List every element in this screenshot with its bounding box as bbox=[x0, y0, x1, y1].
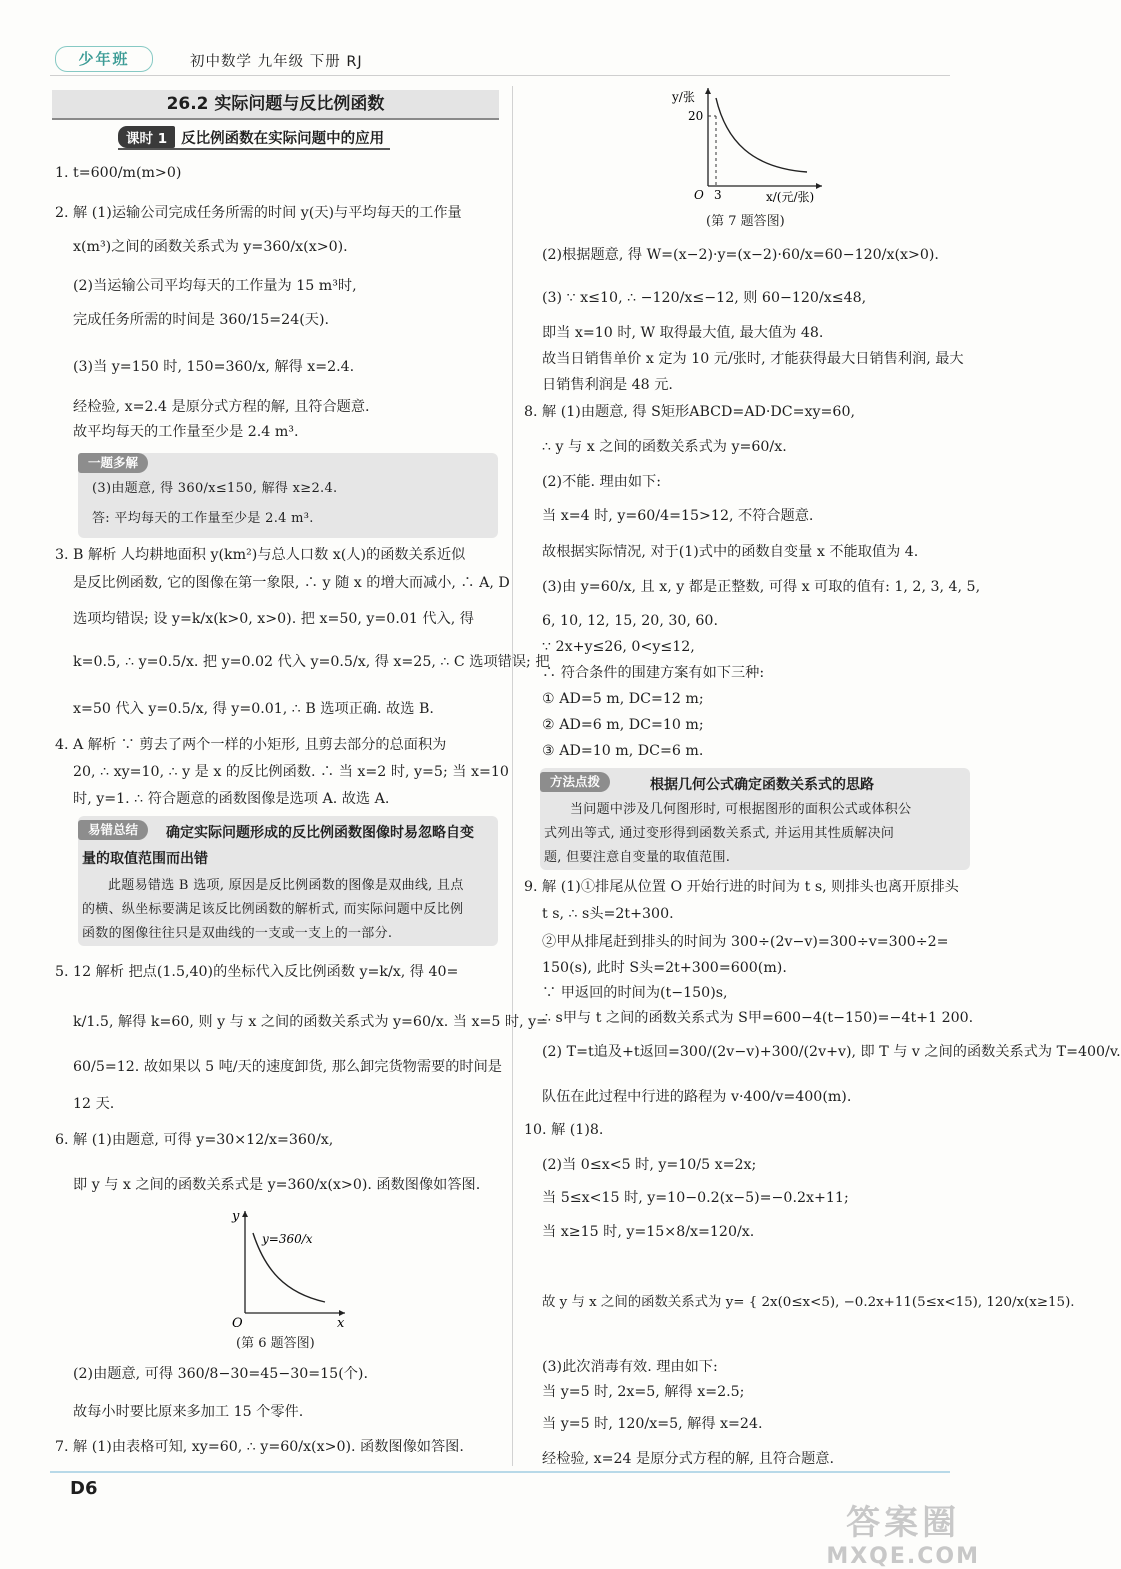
y-axis-label: y/张 bbox=[672, 90, 695, 104]
error-summary-box bbox=[78, 816, 498, 946]
box-tag: 一题多解 bbox=[78, 453, 148, 473]
answer-line: 是反比例函数, 它的图像在第一象限, ∴ y 随 x 的增大而减小, ∴ A, D bbox=[73, 575, 510, 591]
figure-7-caption: (第 7 题答图) bbox=[706, 214, 785, 229]
figure-6-graph bbox=[220, 1205, 350, 1330]
answer-line: 7. 解 (1)由表格可知, xy=60, ∴ y=60/x(x>0). 函数图像如答图. bbox=[55, 1439, 464, 1455]
answer-line: 故平均每天的工作量至少是 2.4 m³. bbox=[73, 424, 299, 440]
watermark-url: MXQE.COM bbox=[826, 1544, 980, 1569]
answer-line: ∴ y 与 x 之间的函数关系式为 y=60/x. bbox=[542, 439, 787, 455]
answer-line: k/1.5, 解得 k=60, 则 y 与 x 之间的函数关系式为 y=60/x. 当 x=5 时, y= bbox=[73, 1014, 549, 1030]
answer-line: 故当日销售单价 x 定为 10 元/张时, 才能获得最大日销售利润, 最大 bbox=[542, 351, 964, 367]
answer-line: 队伍在此过程中行进的路程为 v·400/v=400(m). bbox=[542, 1089, 852, 1105]
curve-equation: y=360/x bbox=[262, 1232, 313, 1246]
answer-line: k=0.5, ∴ y=0.5/x. 把 y=0.02 代入 y=0.5/x, 得 x=25, ∴ C 选项错误; 把 bbox=[73, 654, 550, 670]
watermark bbox=[826, 1495, 980, 1569]
answer-line: 经检验, x=2.4 是原分式方程的解, 且符合题意. bbox=[73, 399, 370, 415]
box-line: 函数的图像往往只是双曲线的一支或一支上的一部分. bbox=[82, 926, 393, 941]
x-axis-label: x bbox=[337, 1316, 345, 1331]
answer-line: 5. 12 解析 把点(1.5,40)的坐标代入反比例函数 y=k/x, 得 40= bbox=[55, 964, 459, 980]
answer-line: 6, 10, 12, 15, 20, 30, 60. bbox=[542, 613, 718, 629]
answer-line: 20, ∴ xy=10, ∴ y 是 x 的反比例函数. ∴ 当 x=2 时, y=5; 当 x=10 bbox=[73, 764, 509, 780]
box-line: (3)由题意, 得 360/x≤150, 解得 x≥2.4. bbox=[92, 481, 338, 496]
box-tag: 方法点拨 bbox=[540, 772, 610, 792]
answer-line: (2) T=t追及+t返回=300/(2v−v)+300/(2v+v), 即 T 与 v 之间的函数关系式为 T=400/v. bbox=[542, 1044, 1121, 1060]
x-axis-label: x/(元/张) bbox=[766, 190, 815, 204]
y-axis-label: y bbox=[232, 1209, 240, 1224]
box-line: 当问题中涉及几何图形时, 可根据图形的面积公式或体积公 bbox=[570, 802, 912, 817]
answer-line: 时, y=1. ∴ 符合题意的函数图像是选项 A. 故选 A. bbox=[73, 791, 390, 807]
answer-line: 4. A 解析 ∵ 剪去了两个一样的小矩形, 且剪去部分的总面积为 bbox=[55, 737, 447, 753]
box-line: 式列出等式, 通过变形得到函数关系式, 并运用其性质解决问 bbox=[544, 826, 895, 841]
y-tick-label: 20 bbox=[688, 109, 704, 123]
answer-line: 完成任务所需的时间是 360/15=24(天). bbox=[73, 312, 330, 328]
origin-label: O bbox=[694, 188, 704, 202]
book-title: 初中数学 九年级 下册 RJ bbox=[190, 54, 363, 70]
section-title: 26.2 实际问题与反比例函数 bbox=[52, 90, 499, 120]
answer-line: (2)由题意, 可得 360/8−30=45−30=15(个). bbox=[73, 1366, 368, 1382]
answer-line: (3)由 y=60/x, 且 x, y 都是正整数, 可得 x 可取的值有: 1, 2, 3, 4, 5, bbox=[542, 579, 981, 595]
answer-line: x=50 代入 y=0.5/x, 得 y=0.01, ∴ B 选项正确. 故选 B. bbox=[73, 701, 434, 717]
answer-line: 故根据实际情况, 对于(1)式中的函数自变量 x 不能取值为 4. bbox=[542, 544, 919, 560]
answer-line: 选项均错误; 设 y=k/x(k>0, x>0). 把 x=50, y=0.01 代入, 得 bbox=[73, 611, 474, 627]
lesson-heading bbox=[118, 126, 390, 150]
answer-line: (3)当 y=150 时, 150=360/x, 解得 x=2.4. bbox=[73, 359, 355, 375]
answer-line: ∴ s甲与 t 之间的函数关系式为 S甲=600−4(t−150)=−4t+1 200. bbox=[542, 1010, 974, 1026]
watermark-logo-text: 答案圈 bbox=[846, 1503, 961, 1543]
answer-line: x(m³)之间的函数关系式为 y=360/x(x>0). bbox=[73, 239, 348, 255]
answer-line: 当 x=4 时, y=60/4=15>12, 不符合题意. bbox=[542, 508, 814, 524]
answer-line: 当 y=5 时, 2x=5, 解得 x=2.5; bbox=[542, 1384, 745, 1400]
footer-rule bbox=[50, 1471, 950, 1473]
brand-logo: 少年班 bbox=[55, 46, 153, 72]
answer-line: 日销售利润是 48 元. bbox=[542, 377, 673, 393]
lesson-title: 反比例函数在实际问题中的应用 bbox=[181, 130, 385, 147]
answer-line: 经检验, x=24 是原分式方程的解, 且符合题意. bbox=[542, 1451, 835, 1467]
box-line: 此题易错选 B 选项, 原因是反比例函数的图像是双曲线, 且点 bbox=[108, 878, 464, 893]
box-line: 答: 平均每天的工作量至少是 2.4 m³. bbox=[92, 511, 314, 526]
origin-label: O bbox=[232, 1316, 243, 1331]
box-tag: 易错总结 bbox=[78, 820, 148, 840]
answer-line: 当 x≥15 时, y=15×8/x=120/x. bbox=[542, 1224, 755, 1240]
method-tip-box bbox=[540, 768, 970, 870]
answer-line: (3)此次消毒有效. 理由如下: bbox=[542, 1359, 718, 1375]
answer-line: 当 y=5 时, 120/x=5, 解得 x=24. bbox=[542, 1416, 763, 1432]
answer-line: ② AD=6 m, DC=10 m; bbox=[542, 717, 704, 733]
answer-line: 故每小时要比原来多加工 15 个零件. bbox=[73, 1404, 304, 1420]
box-heading: 根据几何公式确定函数关系式的思路 bbox=[650, 777, 874, 793]
box-heading: 确定实际问题形成的反比例函数图像时易忽略自变 bbox=[166, 825, 474, 841]
column-divider bbox=[512, 86, 513, 1466]
answer-line: ②甲从排尾赶到排头的时间为 300÷(2v−v)=300÷v=300÷2= bbox=[542, 934, 949, 950]
answer-line: 故 y 与 x 之间的函数关系式为 y= { 2x(0≤x<5), −0.2x+11(5≤x<15), 120/x(x≥15). bbox=[542, 1295, 1075, 1310]
answer-line: 8. 解 (1)由题意, 得 S矩形ABCD=AD·DC=xy=60, bbox=[524, 404, 855, 420]
answer-line: 60/5=12. 故如果以 5 吨/天的速度卸货, 那么卸完货物需要的时间是 bbox=[73, 1059, 502, 1075]
answer-line: 6. 解 (1)由题意, 可得 y=30×12/x=360/x, bbox=[55, 1132, 334, 1148]
answer-line: ∵ 2x+y≤26, 0<y≤12, bbox=[542, 639, 695, 655]
answer-line: 12 天. bbox=[73, 1096, 115, 1112]
answer-line: 9. 解 (1)①排尾从位置 O 开始行进的时间为 t s, 则排头也离开原排头 bbox=[524, 879, 959, 895]
answer-line: 即 y 与 x 之间的函数关系式是 y=360/x(x>0). 函数图像如答图. bbox=[73, 1177, 481, 1193]
answer-line: 当 5≤x<15 时, y=10−0.2(x−5)=−0.2x+11; bbox=[542, 1190, 849, 1206]
box-line: 的横、纵坐标要满足该反比例函数的解析式, 而实际问题中反比例 bbox=[82, 902, 464, 917]
answer-line: ③ AD=10 m, DC=6 m. bbox=[542, 743, 704, 759]
answer-line: 即当 x=10 时, W 取得最大值, 最大值为 48. bbox=[542, 325, 824, 341]
header-rule bbox=[50, 75, 950, 76]
answer-line: (2)当运输公司平均每天的工作量为 15 m³时, bbox=[73, 278, 357, 294]
answer-line: 10. 解 (1)8. bbox=[524, 1122, 604, 1138]
x-tick-label: 3 bbox=[714, 188, 722, 202]
lesson-tag: 课时 1 bbox=[118, 126, 175, 148]
box-line: 题, 但要注意自变量的取值范围. bbox=[544, 850, 731, 865]
answer-line: 150(s), 此时 S头=2t+300=600(m). bbox=[542, 960, 787, 976]
answer-line: 3. B 解析 人均耕地面积 y(km²)与总人口数 x(人)的函数关系近似 bbox=[55, 547, 466, 563]
answer-line: t s, ∴ s头=2t+300. bbox=[542, 906, 674, 922]
figure-6-caption: (第 6 题答图) bbox=[236, 1336, 315, 1351]
multi-solution-box bbox=[78, 453, 498, 538]
answer-line: (3) ∵ x≤10, ∴ −120/x≤−12, 则 60−120/x≤48, bbox=[542, 290, 867, 306]
hyperbola-curve bbox=[716, 98, 807, 172]
answer-line: (2)不能. 理由如下: bbox=[542, 474, 662, 490]
answer-line: ① AD=5 m, DC=12 m; bbox=[542, 691, 704, 707]
answer-line: 1. t=600/m(m>0) bbox=[55, 165, 182, 181]
answer-line: (2)当 0≤x<5 时, y=10/5 x=2x; bbox=[542, 1157, 757, 1173]
page-number: D6 bbox=[70, 1478, 98, 1499]
box-heading: 量的取值范围而出错 bbox=[82, 851, 208, 867]
answer-line: ∴ 符合条件的围建方案有如下三种: bbox=[542, 665, 765, 681]
answer-line: 2. 解 (1)运输公司完成任务所需的时间 y(天)与平均每天的工作量 bbox=[55, 205, 462, 221]
figure-7-graph bbox=[672, 86, 832, 211]
answer-line: (2)根据题意, 得 W=(x−2)·y=(x−2)·60/x=60−120/x(x>0). bbox=[542, 247, 939, 263]
answer-line: ∵ 甲返回的时间为(t−150)s, bbox=[542, 985, 728, 1001]
